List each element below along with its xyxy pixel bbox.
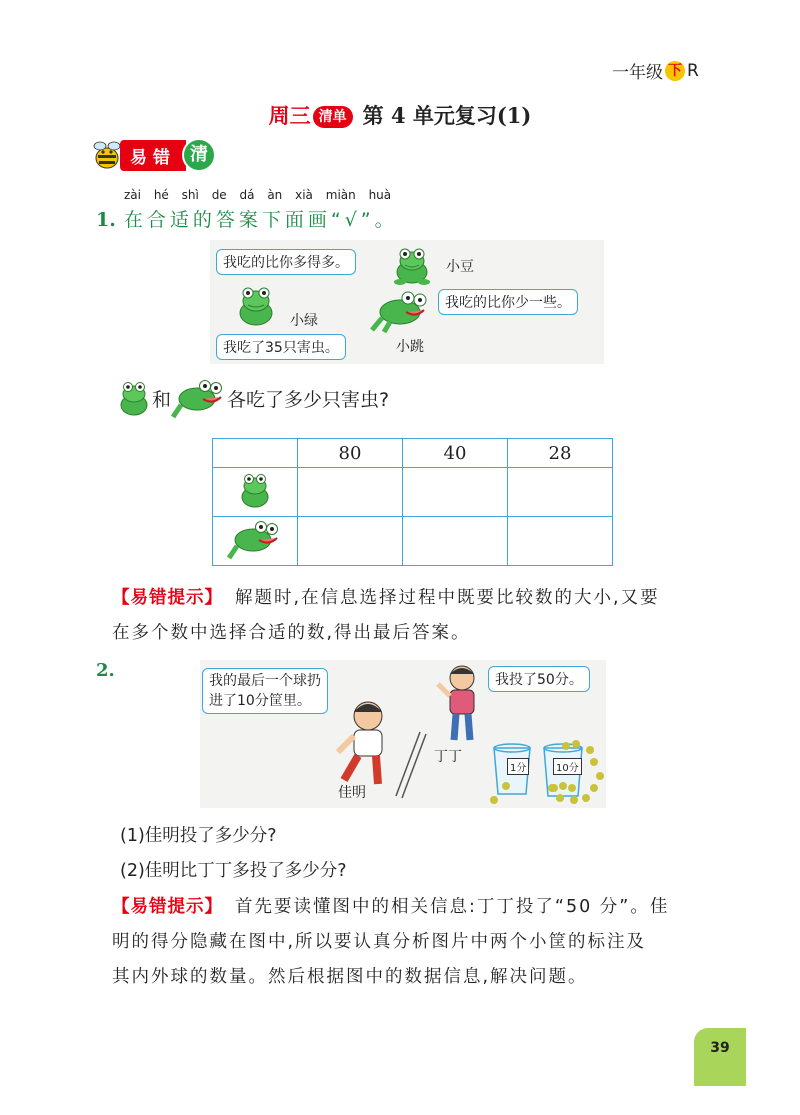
tip-tag: 【易错提示】 [112, 588, 223, 608]
bubble-line: 我的最后一个球扔 [209, 673, 321, 689]
tip-line: 其内外球的数量。然后根据图中的数据信息,解决问题。 [112, 967, 588, 987]
question-1-text: 在合适的答案下面画“√”。 [123, 209, 398, 231]
frog-sitting-icon [116, 377, 152, 419]
grade-prefix: 一年级 [612, 63, 663, 83]
table-row-label [213, 517, 298, 566]
answer-cell[interactable] [403, 468, 508, 517]
name-label-right: 丁丁 [434, 749, 462, 765]
section-label: 易错 [120, 140, 186, 171]
answer-cell[interactable] [508, 468, 613, 517]
boy-standing-figure [436, 662, 486, 742]
grade-badge: 下 [665, 61, 685, 81]
basket-2-label: 10分 [553, 758, 582, 775]
pinyin-syllable: shì [181, 188, 199, 202]
tip-line: 在多个数中选择合适的数,得出最后答案。 [112, 623, 471, 643]
question-2-number: 2. [96, 660, 115, 681]
answer-cell[interactable] [298, 517, 403, 566]
frog-sitting-icon [232, 282, 280, 328]
title-main: 第 4 单元复习(1) [362, 103, 532, 128]
speech-bubble-right: 我投了50分。 [488, 666, 590, 692]
basketball-scene [200, 660, 606, 808]
sub-question-1: (1)佳明投了多少分? [120, 826, 277, 846]
title-day: 周三 [268, 103, 311, 128]
pinyin-syllable: huà [368, 188, 392, 202]
name-label-3: 小跳 [396, 339, 424, 355]
frog-jumping-icon [370, 288, 432, 334]
scattered-balls [490, 740, 604, 806]
name-label-2: 小绿 [290, 313, 318, 329]
bubble-line: 进了10分筐里。 [209, 693, 311, 709]
speech-bubble-1: 我吃的比你多得多。 [216, 249, 356, 275]
basket-1-label: 1分 [507, 758, 529, 775]
pinyin-syllable: hé [153, 188, 169, 202]
table-header-row [213, 439, 613, 468]
question-1-and: 和 [152, 388, 172, 411]
title-pill: 清单 [313, 106, 353, 128]
table-row-label [213, 468, 298, 517]
tip-text: 首先要读懂图中的相关信息:丁丁投了“50 分”。佳 [235, 897, 670, 917]
pinyin-syllable: dá [239, 188, 255, 202]
tip-line [112, 890, 712, 925]
speech-bubble-left [202, 668, 328, 714]
pinyin-syllable: àn [267, 188, 283, 202]
answer-table [212, 438, 613, 566]
grade-suffix: R [687, 60, 699, 81]
table-header-cell: 28 [508, 439, 613, 468]
tip-line [112, 581, 712, 616]
grade-marker [612, 58, 699, 83]
pinyin-syllable: zài [124, 188, 141, 202]
pinyin-syllable: miàn [325, 188, 356, 202]
throw-line-decoration [390, 730, 430, 800]
question-1-instruction [96, 205, 398, 232]
question-1-tail: 各吃了多少只害虫? [227, 388, 390, 411]
section-badge: 清 [182, 138, 216, 172]
frog-sitting-icon [390, 244, 434, 286]
answer-cell[interactable] [508, 517, 613, 566]
tip-text: 解题时,在信息选择过程中既要比较数的大小,又要 [235, 588, 660, 608]
frog-scene [210, 240, 604, 364]
sub-question-2: (2)佳明比丁丁多投了多少分? [120, 861, 347, 881]
name-label-left: 佳明 [338, 785, 366, 801]
name-label-1: 小豆 [446, 259, 474, 275]
table-row [213, 517, 613, 566]
table-header-cell: 40 [403, 439, 508, 468]
page-number: 39 [694, 1028, 746, 1086]
answer-cell[interactable] [403, 517, 508, 566]
page-title [0, 100, 800, 130]
pinyin-syllable: de [211, 188, 227, 202]
question-1-number: 1. [96, 209, 116, 231]
error-tip-2 [112, 890, 712, 995]
table-corner-cell [213, 439, 298, 468]
table-row [213, 468, 613, 517]
question-1-prompt [116, 376, 389, 420]
section-banner [90, 138, 216, 172]
pinyin-line [124, 188, 400, 202]
frog-jumping-icon [171, 377, 227, 419]
bee-icon [90, 138, 124, 172]
frog-jumping-icon [226, 518, 284, 560]
table-header-cell: 80 [298, 439, 403, 468]
pinyin-syllable: xià [295, 188, 313, 202]
tip-line: 明的得分隐藏在图中,所以要认真分析图片中两个小筐的标注及 [112, 932, 647, 952]
speech-bubble-2: 我吃的比你少一些。 [438, 289, 578, 315]
frog-sitting-icon [235, 469, 275, 511]
answer-cell[interactable] [298, 468, 403, 517]
tip-tag: 【易错提示】 [112, 897, 223, 917]
error-tip-1 [112, 581, 712, 651]
speech-bubble-3: 我吃了35只害虫。 [216, 334, 346, 360]
